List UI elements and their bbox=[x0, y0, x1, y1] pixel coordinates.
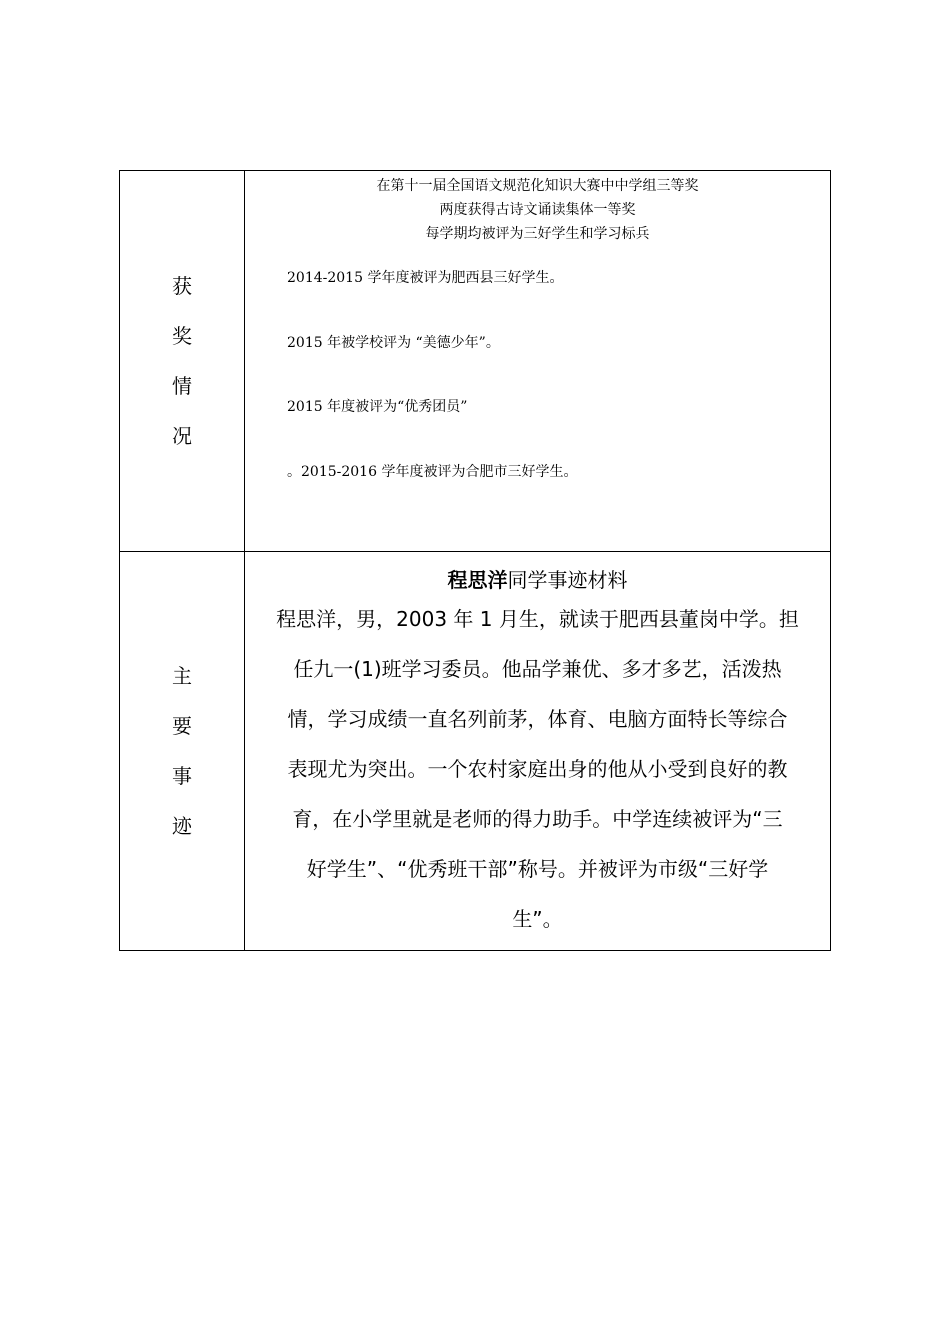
record-table bbox=[119, 170, 831, 951]
deeds-body-line: 程思洋，男，2003 年 1 月生，就读于肥西县董岗中学。担 bbox=[276, 607, 799, 631]
deeds-body-line: 情，学习成绩一直名列前茅，体育、电脑方面特长等综合 bbox=[287, 707, 788, 731]
award-item: 2015 年度被评为“优秀团员” bbox=[287, 399, 468, 415]
student-name: 程思洋 bbox=[447, 568, 508, 592]
awards-content bbox=[245, 171, 830, 551]
deeds-row bbox=[120, 552, 830, 950]
deeds-title-rest: 同学事迹材料 bbox=[507, 568, 628, 592]
deeds-label-char: 要 bbox=[172, 714, 192, 738]
award-item: 。2015-2016 学年度被评为合肥市三好学生。 bbox=[287, 463, 578, 480]
deeds-content bbox=[245, 552, 830, 950]
deeds-body-line: 生”。 bbox=[512, 907, 563, 931]
awards-label bbox=[120, 171, 245, 551]
award-summary-line: 每学期均被评为三好学生和学习标兵 bbox=[425, 226, 650, 242]
deeds-label-char: 事 bbox=[172, 764, 192, 788]
awards-label-char: 获 bbox=[172, 274, 192, 298]
awards-row bbox=[120, 171, 830, 552]
deeds-label bbox=[120, 552, 245, 950]
deeds-body-line: 好学生”、“优秀班干部”称号。并被评为市级“三好学 bbox=[306, 857, 769, 881]
awards-label-char: 况 bbox=[172, 424, 192, 448]
awards-summary bbox=[245, 171, 830, 246]
deeds-body-line: 任九一(1)班学习委员。他品学兼优、多才多艺，活泼热 bbox=[293, 657, 782, 681]
deeds-title bbox=[245, 552, 830, 594]
award-summary-line: 两度获得古诗文诵读集体一等奖 bbox=[439, 202, 636, 218]
deeds-body-line: 育，在小学里就是老师的得力助手。中学连续被评为“三 bbox=[292, 807, 783, 831]
deeds-body-line: 表现尤为突出。一个农村家庭出身的他从小受到良好的教 bbox=[287, 757, 788, 781]
deeds-label-char: 迹 bbox=[172, 814, 192, 838]
deeds-body bbox=[245, 594, 830, 944]
awards-label-char: 情 bbox=[172, 374, 192, 398]
awards-label-char: 奖 bbox=[172, 324, 192, 348]
award-summary-line: 在第十一届全国语文规范化知识大赛中中学组三等奖 bbox=[376, 178, 699, 194]
awards-list bbox=[245, 266, 830, 524]
award-item: 2014-2015 学年度被评为肥西县三好学生。 bbox=[287, 270, 564, 286]
award-item: 2015 年被学校评为 “美德少年”。 bbox=[287, 334, 500, 351]
deeds-label-char: 主 bbox=[172, 664, 192, 688]
